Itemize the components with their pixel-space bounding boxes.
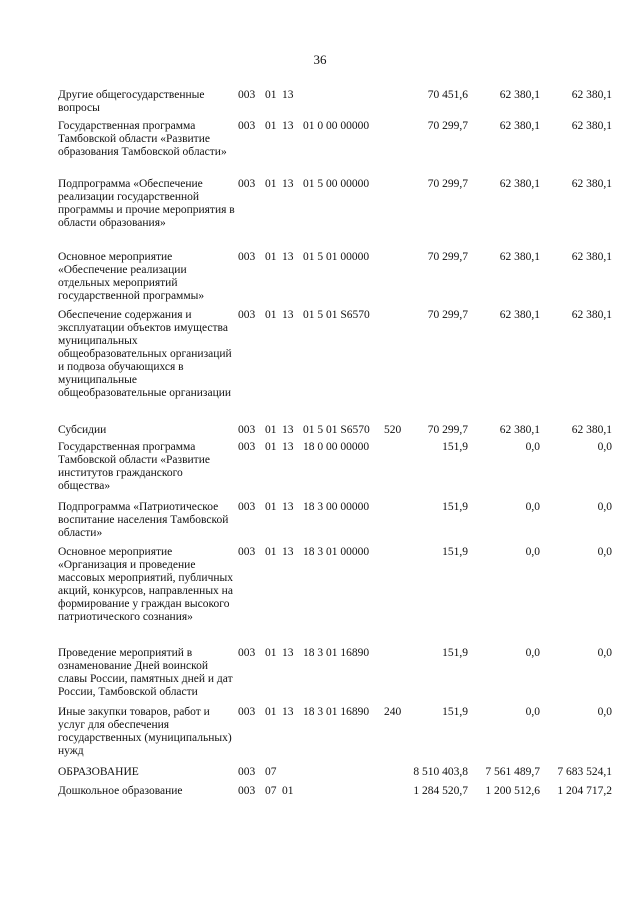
row-value-2: 1 200 512,6 — [485, 785, 540, 797]
row-value-3: 0,0 — [597, 706, 612, 718]
row-ved: 003 — [238, 706, 256, 718]
row-rz: 01 — [265, 178, 277, 190]
row-rz: 01 — [265, 441, 277, 453]
row-csr: 01 5 00 00000 — [303, 178, 370, 190]
page-number: 36 — [313, 52, 327, 67]
row-name: Обеспечение содержания и эксплуатации объектов имущества муниципальных общеобразовательных организаций и подвоза обучающихся в муниципальные общеобразовательные организации — [58, 309, 232, 399]
row-value-3: 1 204 717,2 — [557, 785, 612, 797]
row-csr: 01 0 00 00000 — [303, 120, 370, 132]
row-value-3: 0,0 — [597, 546, 612, 558]
row-value-1: 151,9 — [442, 647, 468, 659]
row-value-1: 8 510 403,8 — [413, 766, 468, 778]
row-csr: 01 5 01 00000 — [303, 251, 370, 263]
row-ved: 003 — [238, 424, 256, 436]
row-value-3: 62 380,1 — [571, 120, 612, 132]
row-ved: 003 — [238, 501, 256, 513]
row-name: ОБРАЗОВАНИЕ — [58, 766, 139, 778]
row-pr: 13 — [282, 501, 294, 513]
row-value-3: 62 380,1 — [571, 424, 612, 436]
row-csr: 18 0 00 00000 — [303, 441, 370, 453]
row-rz: 01 — [265, 706, 277, 718]
row-ved: 003 — [238, 89, 256, 101]
row-name: Подпрограмма «Патриотическое воспитание населения Тамбовской области» — [58, 501, 229, 539]
row-value-3: 0,0 — [597, 501, 612, 513]
row-name: Субсидии — [58, 424, 107, 436]
row-rz: 01 — [265, 647, 277, 659]
row-pr: 01 — [282, 785, 294, 797]
row-value-2: 0,0 — [525, 706, 540, 718]
row-value-3: 62 380,1 — [571, 89, 612, 101]
row-name: Подпрограмма «Обеспечение реализации государственной программы и прочие мероприятия в области образования» — [58, 178, 235, 229]
row-value-1: 70 299,7 — [427, 424, 468, 436]
row-value-2: 62 380,1 — [499, 309, 540, 321]
row-ved: 003 — [238, 178, 256, 190]
row-rz: 07 — [265, 785, 277, 797]
row-value-2: 0,0 — [525, 546, 540, 558]
row-value-2: 62 380,1 — [499, 120, 540, 132]
row-name: Дошкольное образование — [58, 785, 183, 797]
row-csr: 18 3 01 00000 — [303, 546, 370, 558]
row-pr: 13 — [282, 309, 294, 321]
row-value-2: 7 561 489,7 — [485, 766, 540, 778]
row-value-2: 62 380,1 — [499, 424, 540, 436]
row-csr: 18 3 00 00000 — [303, 501, 370, 513]
row-csr: 01 5 01 S6570 — [303, 424, 370, 436]
row-name: Основное мероприятие «Обеспечение реализации отдельных мероприятий государственной программы» — [58, 251, 205, 302]
row-pr: 13 — [282, 178, 294, 190]
row-pr: 13 — [282, 647, 294, 659]
row-rz: 01 — [265, 89, 277, 101]
row-rz: 01 — [265, 424, 277, 436]
row-pr: 13 — [282, 89, 294, 101]
row-pr: 13 — [282, 706, 294, 718]
row-ved: 003 — [238, 120, 256, 132]
row-pr: 13 — [282, 120, 294, 132]
row-pr: 13 — [282, 546, 294, 558]
row-rz: 01 — [265, 501, 277, 513]
row-name: Государственная программа Тамбовской области «Развитие институтов гражданского общества» — [58, 441, 210, 492]
row-name: Проведение мероприятий в ознаменование Дней воинской славы России, памятных дней и дат России, Тамбовской области — [58, 647, 233, 698]
row-name: Основное мероприятие «Организация и проведение массовых мероприятий, публичных акций, конкурсов, направленных на формирование у граждан высокого патриотического сознания» — [58, 546, 233, 623]
row-rz: 01 — [265, 546, 277, 558]
row-name: Иные закупки товаров, работ и услуг для обеспечения государственных (муниципальных) нужд — [58, 706, 232, 757]
row-pr: 13 — [282, 441, 294, 453]
row-vr: 520 — [384, 424, 402, 436]
row-rz: 01 — [265, 120, 277, 132]
row-ved: 003 — [238, 546, 256, 558]
row-value-2: 62 380,1 — [499, 89, 540, 101]
row-value-1: 70 299,7 — [427, 251, 468, 263]
row-ved: 003 — [238, 309, 256, 321]
row-value-3: 0,0 — [597, 441, 612, 453]
row-value-3: 62 380,1 — [571, 178, 612, 190]
row-value-3: 62 380,1 — [571, 309, 612, 321]
row-csr: 18 3 01 16890 — [303, 706, 370, 718]
row-value-1: 70 299,7 — [427, 309, 468, 321]
row-value-1: 151,9 — [442, 441, 468, 453]
row-rz: 07 — [265, 766, 277, 778]
row-ved: 003 — [238, 785, 256, 797]
row-value-1: 151,9 — [442, 546, 468, 558]
row-value-1: 70 299,7 — [427, 120, 468, 132]
row-value-1: 70 451,6 — [427, 89, 468, 101]
row-rz: 01 — [265, 251, 277, 263]
row-csr: 01 5 01 S6570 — [303, 309, 370, 321]
row-vr: 240 — [384, 706, 402, 718]
row-value-2: 0,0 — [525, 441, 540, 453]
row-value-1: 151,9 — [442, 501, 468, 513]
row-value-3: 7 683 524,1 — [557, 766, 612, 778]
row-name: Государственная программа Тамбовской области «Развитие образования Тамбовской области» — [58, 120, 227, 158]
row-value-2: 0,0 — [525, 647, 540, 659]
row-value-2: 62 380,1 — [499, 178, 540, 190]
row-value-2: 0,0 — [525, 501, 540, 513]
row-value-3: 0,0 — [597, 647, 612, 659]
row-csr: 18 3 01 16890 — [303, 647, 370, 659]
row-pr: 13 — [282, 424, 294, 436]
row-name: Другие общегосударственные вопросы — [58, 89, 205, 114]
row-value-1: 151,9 — [442, 706, 468, 718]
row-ved: 003 — [238, 647, 256, 659]
row-rz: 01 — [265, 309, 277, 321]
row-ved: 003 — [238, 251, 256, 263]
row-value-1: 70 299,7 — [427, 178, 468, 190]
row-pr: 13 — [282, 251, 294, 263]
row-ved: 003 — [238, 766, 256, 778]
row-value-3: 62 380,1 — [571, 251, 612, 263]
row-value-2: 62 380,1 — [499, 251, 540, 263]
row-ved: 003 — [238, 441, 256, 453]
row-value-1: 1 284 520,7 — [413, 785, 468, 797]
